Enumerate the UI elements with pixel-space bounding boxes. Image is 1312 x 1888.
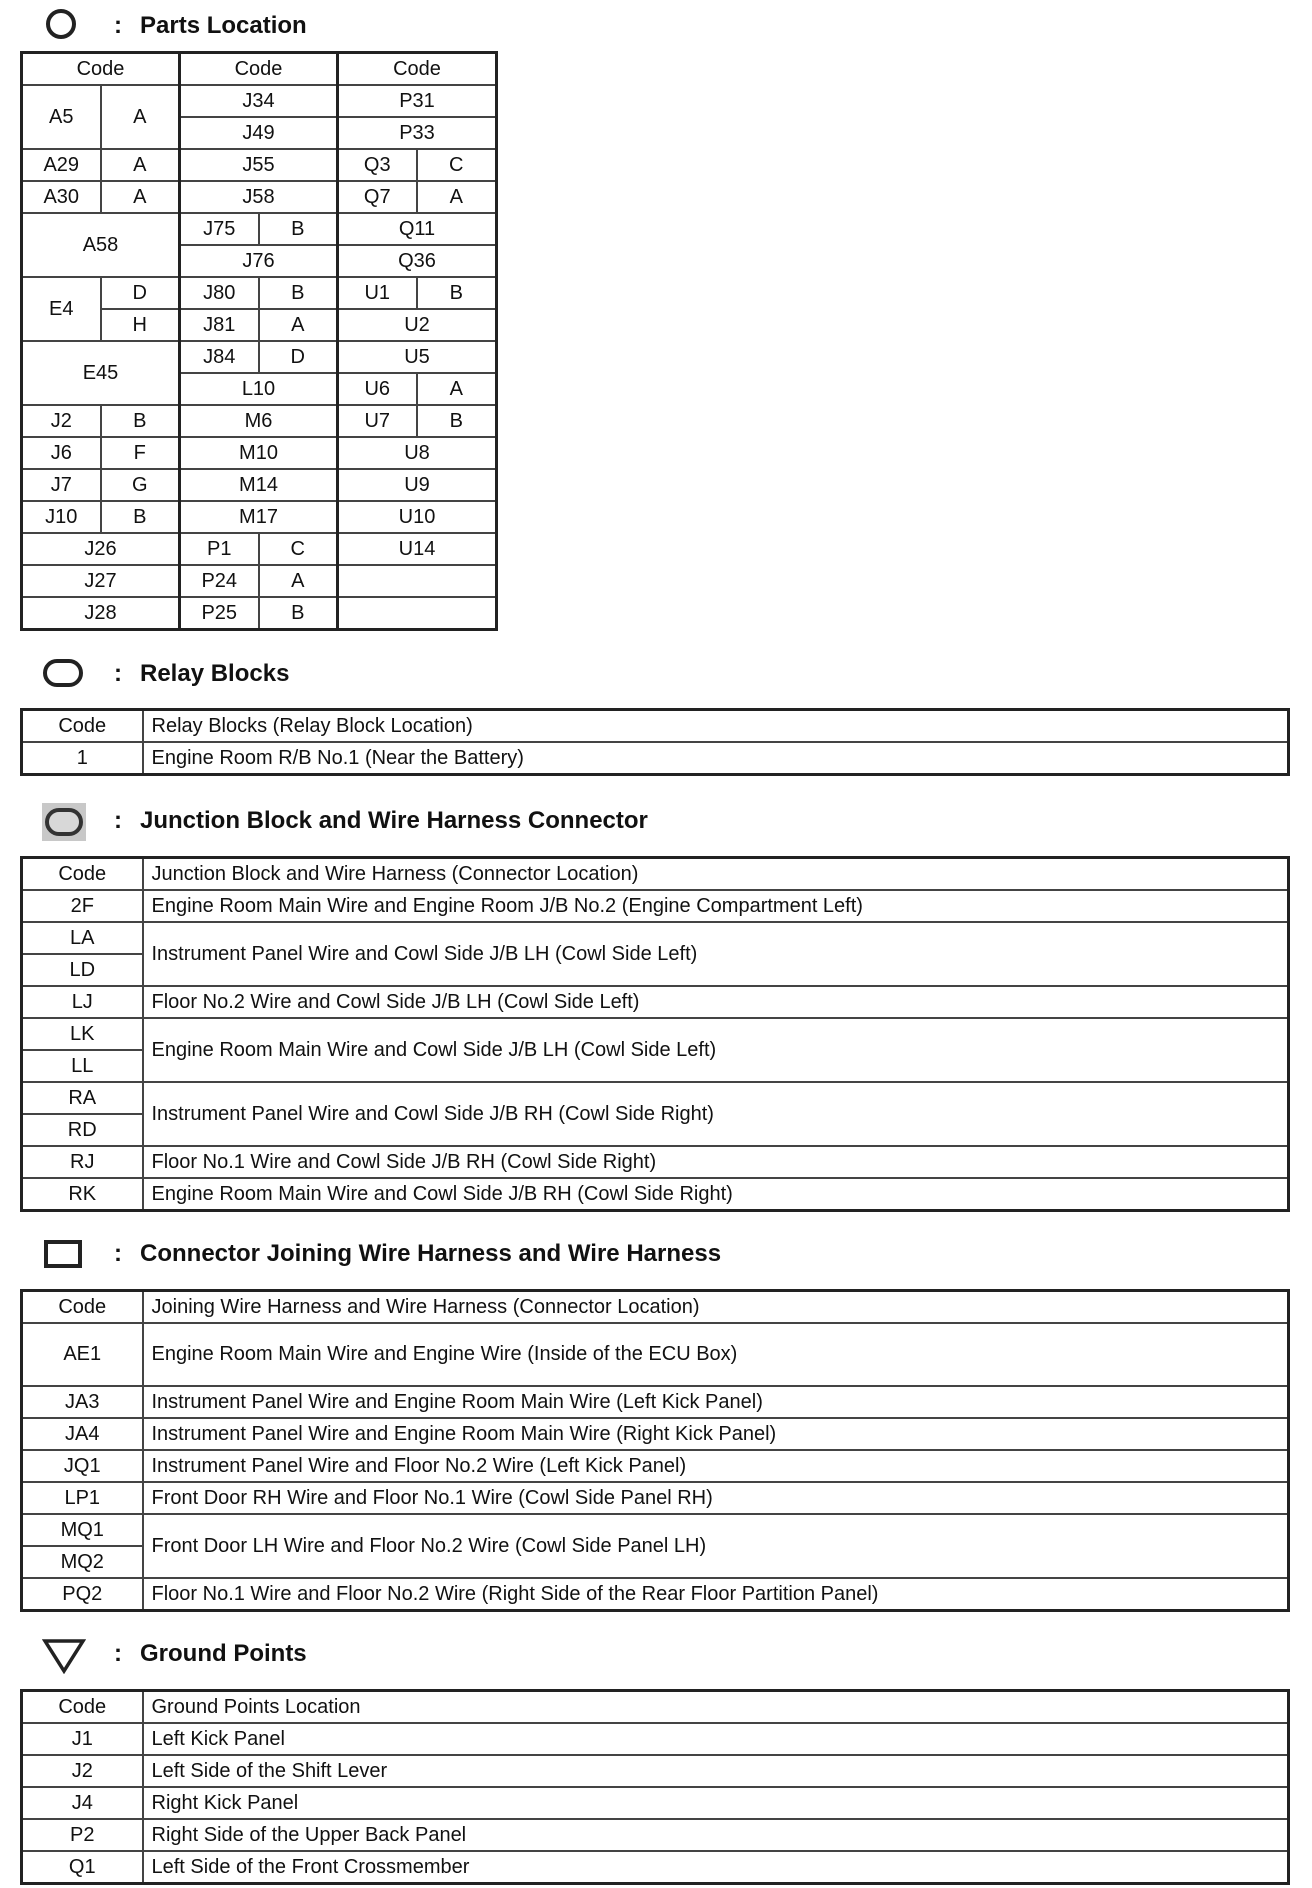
ground-points-table bbox=[20, 1689, 1290, 1885]
ground-points-heading bbox=[40, 1634, 307, 1674]
parts-location-heading bbox=[40, 6, 307, 46]
column-header: Code bbox=[22, 858, 143, 891]
part-code: M10 bbox=[180, 437, 338, 469]
part-location: B bbox=[101, 405, 180, 437]
heading-colon: : bbox=[114, 1640, 122, 1667]
table-row bbox=[22, 181, 497, 213]
part-location: A bbox=[417, 373, 497, 405]
empty-cell bbox=[338, 597, 497, 630]
triangle-down-icon bbox=[40, 1634, 86, 1674]
part-location: B bbox=[417, 405, 497, 437]
part-code: J84 bbox=[180, 341, 259, 373]
connector-joining-table bbox=[20, 1289, 1290, 1612]
junction-location: Floor No.2 Wire and Cowl Side J/B LH (Cowl Side Left) bbox=[143, 986, 1289, 1018]
part-location: B bbox=[259, 277, 338, 309]
part-code: Q36 bbox=[338, 245, 497, 277]
connector-location: Engine Room Main Wire and Engine Wire (Inside of the ECU Box) bbox=[143, 1323, 1289, 1386]
junction-code: LA bbox=[22, 922, 143, 954]
ground-points-title: Ground Points bbox=[140, 1640, 307, 1667]
relay-block-location: Engine Room R/B No.1 (Near the Battery) bbox=[143, 742, 1289, 775]
table-row bbox=[22, 405, 497, 437]
part-code: U8 bbox=[338, 437, 497, 469]
part-code: J7 bbox=[22, 469, 101, 501]
part-code: U14 bbox=[338, 533, 497, 565]
part-code: E4 bbox=[22, 277, 101, 341]
column-header: Code bbox=[180, 53, 338, 86]
table-row bbox=[22, 437, 497, 469]
table-row bbox=[22, 1146, 1289, 1178]
part-code: U1 bbox=[338, 277, 417, 309]
junction-code: LK bbox=[22, 1018, 143, 1050]
table-row bbox=[22, 1755, 1289, 1787]
table-row bbox=[22, 1787, 1289, 1819]
part-code: J10 bbox=[22, 501, 101, 533]
connector-location: Instrument Panel Wire and Floor No.2 Wire (Left Kick Panel) bbox=[143, 1450, 1289, 1482]
heading-colon: : bbox=[114, 12, 122, 39]
ground-location: Left Side of the Front Crossmember bbox=[143, 1851, 1289, 1884]
part-code: M14 bbox=[180, 469, 338, 501]
column-header: Code bbox=[22, 710, 143, 743]
connector-code: PQ2 bbox=[22, 1578, 143, 1611]
table-header-row bbox=[22, 53, 497, 86]
relay-blocks-table bbox=[20, 708, 1290, 776]
connector-location: Instrument Panel Wire and Engine Room Main Wire (Left Kick Panel) bbox=[143, 1386, 1289, 1418]
junction-code: 2F bbox=[22, 890, 143, 922]
part-code: J34 bbox=[180, 85, 338, 117]
table-row bbox=[22, 1514, 1289, 1546]
part-code: J75 bbox=[180, 213, 259, 245]
junction-code: LJ bbox=[22, 986, 143, 1018]
part-location: D bbox=[259, 341, 338, 373]
empty-cell bbox=[338, 565, 497, 597]
table-row bbox=[22, 565, 497, 597]
column-header: Code bbox=[22, 1291, 143, 1324]
table-row bbox=[22, 986, 1289, 1018]
table-header-row bbox=[22, 858, 1289, 891]
part-code: J6 bbox=[22, 437, 101, 469]
connector-location: Floor No.1 Wire and Floor No.2 Wire (Right Side of the Rear Floor Partition Panel) bbox=[143, 1578, 1289, 1611]
ground-location: Right Side of the Upper Back Panel bbox=[143, 1819, 1289, 1851]
table-row bbox=[22, 85, 497, 117]
part-code: A30 bbox=[22, 181, 101, 213]
part-code: U2 bbox=[338, 309, 497, 341]
part-code: J58 bbox=[180, 181, 338, 213]
part-code: U5 bbox=[338, 341, 497, 373]
junction-location: Instrument Panel Wire and Cowl Side J/B RH (Cowl Side Right) bbox=[143, 1082, 1289, 1146]
table-header-row bbox=[22, 1691, 1289, 1724]
part-code: J28 bbox=[22, 597, 180, 630]
column-header: Joining Wire Harness and Wire Harness (Connector Location) bbox=[143, 1291, 1289, 1324]
part-code: A29 bbox=[22, 149, 101, 181]
part-code: U7 bbox=[338, 405, 417, 437]
part-location: H bbox=[101, 309, 180, 341]
part-location: B bbox=[259, 597, 338, 630]
relay-block-code: 1 bbox=[22, 742, 143, 775]
ground-location: Right Kick Panel bbox=[143, 1787, 1289, 1819]
part-code: Q3 bbox=[338, 149, 417, 181]
table-row bbox=[22, 149, 497, 181]
part-code: Q11 bbox=[338, 213, 497, 245]
connector-code: AE1 bbox=[22, 1323, 143, 1386]
rectangle-symbol-icon bbox=[40, 1234, 86, 1274]
table-row bbox=[22, 1178, 1289, 1211]
junction-location: Floor No.1 Wire and Cowl Side J/B RH (Cowl Side Right) bbox=[143, 1146, 1289, 1178]
part-code: J27 bbox=[22, 565, 180, 597]
junction-location: Engine Room Main Wire and Cowl Side J/B RH (Cowl Side Right) bbox=[143, 1178, 1289, 1211]
connector-location: Front Door RH Wire and Floor No.1 Wire (Cowl Side Panel RH) bbox=[143, 1482, 1289, 1514]
ground-code: P2 bbox=[22, 1819, 143, 1851]
part-code: P24 bbox=[180, 565, 259, 597]
ground-code: J1 bbox=[22, 1723, 143, 1755]
junction-code: LD bbox=[22, 954, 143, 986]
junction-code: RK bbox=[22, 1178, 143, 1211]
part-location: A bbox=[101, 85, 180, 149]
part-code: A58 bbox=[22, 213, 180, 277]
connector-code: JA3 bbox=[22, 1386, 143, 1418]
column-header: Relay Blocks (Relay Block Location) bbox=[143, 710, 1289, 743]
table-row bbox=[22, 341, 497, 373]
part-location: C bbox=[417, 149, 497, 181]
connector-code: JQ1 bbox=[22, 1450, 143, 1482]
column-header: Junction Block and Wire Harness (Connector Location) bbox=[143, 858, 1289, 891]
junction-location: Engine Room Main Wire and Cowl Side J/B LH (Cowl Side Left) bbox=[143, 1018, 1289, 1082]
connector-joining-title: Connector Joining Wire Harness and Wire Harness bbox=[140, 1240, 722, 1267]
connector-location: Instrument Panel Wire and Engine Room Main Wire (Right Kick Panel) bbox=[143, 1418, 1289, 1450]
junction-location: Instrument Panel Wire and Cowl Side J/B LH (Cowl Side Left) bbox=[143, 922, 1289, 986]
connector-code: MQ2 bbox=[22, 1546, 143, 1578]
part-code: M17 bbox=[180, 501, 338, 533]
table-row bbox=[22, 922, 1289, 954]
part-code: A5 bbox=[22, 85, 101, 149]
heading-colon: : bbox=[114, 1240, 122, 1267]
table-row bbox=[22, 1418, 1289, 1450]
table-row bbox=[22, 501, 497, 533]
part-code: J76 bbox=[180, 245, 338, 277]
column-header: Code bbox=[338, 53, 497, 86]
table-header-row bbox=[22, 710, 1289, 743]
table-row bbox=[22, 1323, 1289, 1386]
part-code: E45 bbox=[22, 341, 180, 405]
part-code: P33 bbox=[338, 117, 497, 149]
junction-location: Engine Room Main Wire and Engine Room J/B No.2 (Engine Compartment Left) bbox=[143, 890, 1289, 922]
part-location: B bbox=[417, 277, 497, 309]
column-header: Ground Points Location bbox=[143, 1691, 1289, 1724]
part-code: J26 bbox=[22, 533, 180, 565]
junction-code: RD bbox=[22, 1114, 143, 1146]
part-code: L10 bbox=[180, 373, 338, 405]
part-location: B bbox=[259, 213, 338, 245]
part-code: J49 bbox=[180, 117, 338, 149]
junction-code: RA bbox=[22, 1082, 143, 1114]
part-code: J55 bbox=[180, 149, 338, 181]
part-location: A bbox=[101, 181, 180, 213]
part-code: P25 bbox=[180, 597, 259, 630]
ground-code: J2 bbox=[22, 1755, 143, 1787]
junction-code: RJ bbox=[22, 1146, 143, 1178]
grey-oval-symbol-icon bbox=[40, 801, 86, 841]
ground-code: J4 bbox=[22, 1787, 143, 1819]
part-code: Q7 bbox=[338, 181, 417, 213]
part-location: F bbox=[101, 437, 180, 469]
table-row bbox=[22, 597, 497, 630]
part-location: A bbox=[259, 565, 338, 597]
part-code: U10 bbox=[338, 501, 497, 533]
circle-symbol-icon bbox=[40, 6, 86, 46]
junction-block-title: Junction Block and Wire Harness Connector bbox=[140, 807, 648, 834]
part-location: C bbox=[259, 533, 338, 565]
relay-blocks-title: Relay Blocks bbox=[140, 660, 290, 687]
ground-location: Left Side of the Shift Lever bbox=[143, 1755, 1289, 1787]
part-location: D bbox=[101, 277, 180, 309]
heading-colon: : bbox=[114, 660, 122, 687]
junction-block-table bbox=[20, 856, 1290, 1212]
ground-code: Q1 bbox=[22, 1851, 143, 1884]
table-row bbox=[22, 533, 497, 565]
part-code: U6 bbox=[338, 373, 417, 405]
table-row bbox=[22, 890, 1289, 922]
junction-code: LL bbox=[22, 1050, 143, 1082]
table-row bbox=[22, 1819, 1289, 1851]
relay-blocks-heading bbox=[40, 654, 289, 694]
parts-location-title: Parts Location bbox=[140, 12, 307, 39]
table-row bbox=[22, 1082, 1289, 1114]
table-header-row bbox=[22, 1291, 1289, 1324]
part-location: A bbox=[417, 181, 497, 213]
connector-code: MQ1 bbox=[22, 1514, 143, 1546]
part-code: P1 bbox=[180, 533, 259, 565]
connector-joining-heading bbox=[40, 1234, 721, 1274]
part-location: B bbox=[101, 501, 180, 533]
connector-code: LP1 bbox=[22, 1482, 143, 1514]
connector-location: Front Door LH Wire and Floor No.2 Wire (Cowl Side Panel LH) bbox=[143, 1514, 1289, 1578]
table-row bbox=[22, 213, 497, 245]
part-code: J2 bbox=[22, 405, 101, 437]
table-row bbox=[22, 277, 497, 309]
ground-location: Left Kick Panel bbox=[143, 1723, 1289, 1755]
parts-location-table bbox=[20, 51, 498, 631]
oval-symbol-icon bbox=[40, 654, 86, 694]
part-location: G bbox=[101, 469, 180, 501]
table-row bbox=[22, 1723, 1289, 1755]
part-code: P31 bbox=[338, 85, 497, 117]
table-row bbox=[22, 1018, 1289, 1050]
table-row bbox=[22, 1386, 1289, 1418]
column-header: Code bbox=[22, 53, 180, 86]
table-row bbox=[22, 1851, 1289, 1884]
table-row bbox=[22, 469, 497, 501]
table-row bbox=[22, 1482, 1289, 1514]
table-row bbox=[22, 742, 1289, 775]
part-location: A bbox=[259, 309, 338, 341]
part-code: M6 bbox=[180, 405, 338, 437]
part-code: U9 bbox=[338, 469, 497, 501]
part-code: J81 bbox=[180, 309, 259, 341]
part-code: J80 bbox=[180, 277, 259, 309]
table-row bbox=[22, 1450, 1289, 1482]
connector-code: JA4 bbox=[22, 1418, 143, 1450]
junction-block-heading bbox=[40, 801, 648, 841]
heading-colon: : bbox=[114, 807, 122, 834]
table-row bbox=[22, 1578, 1289, 1611]
column-header: Code bbox=[22, 1691, 143, 1724]
part-location: A bbox=[101, 149, 180, 181]
